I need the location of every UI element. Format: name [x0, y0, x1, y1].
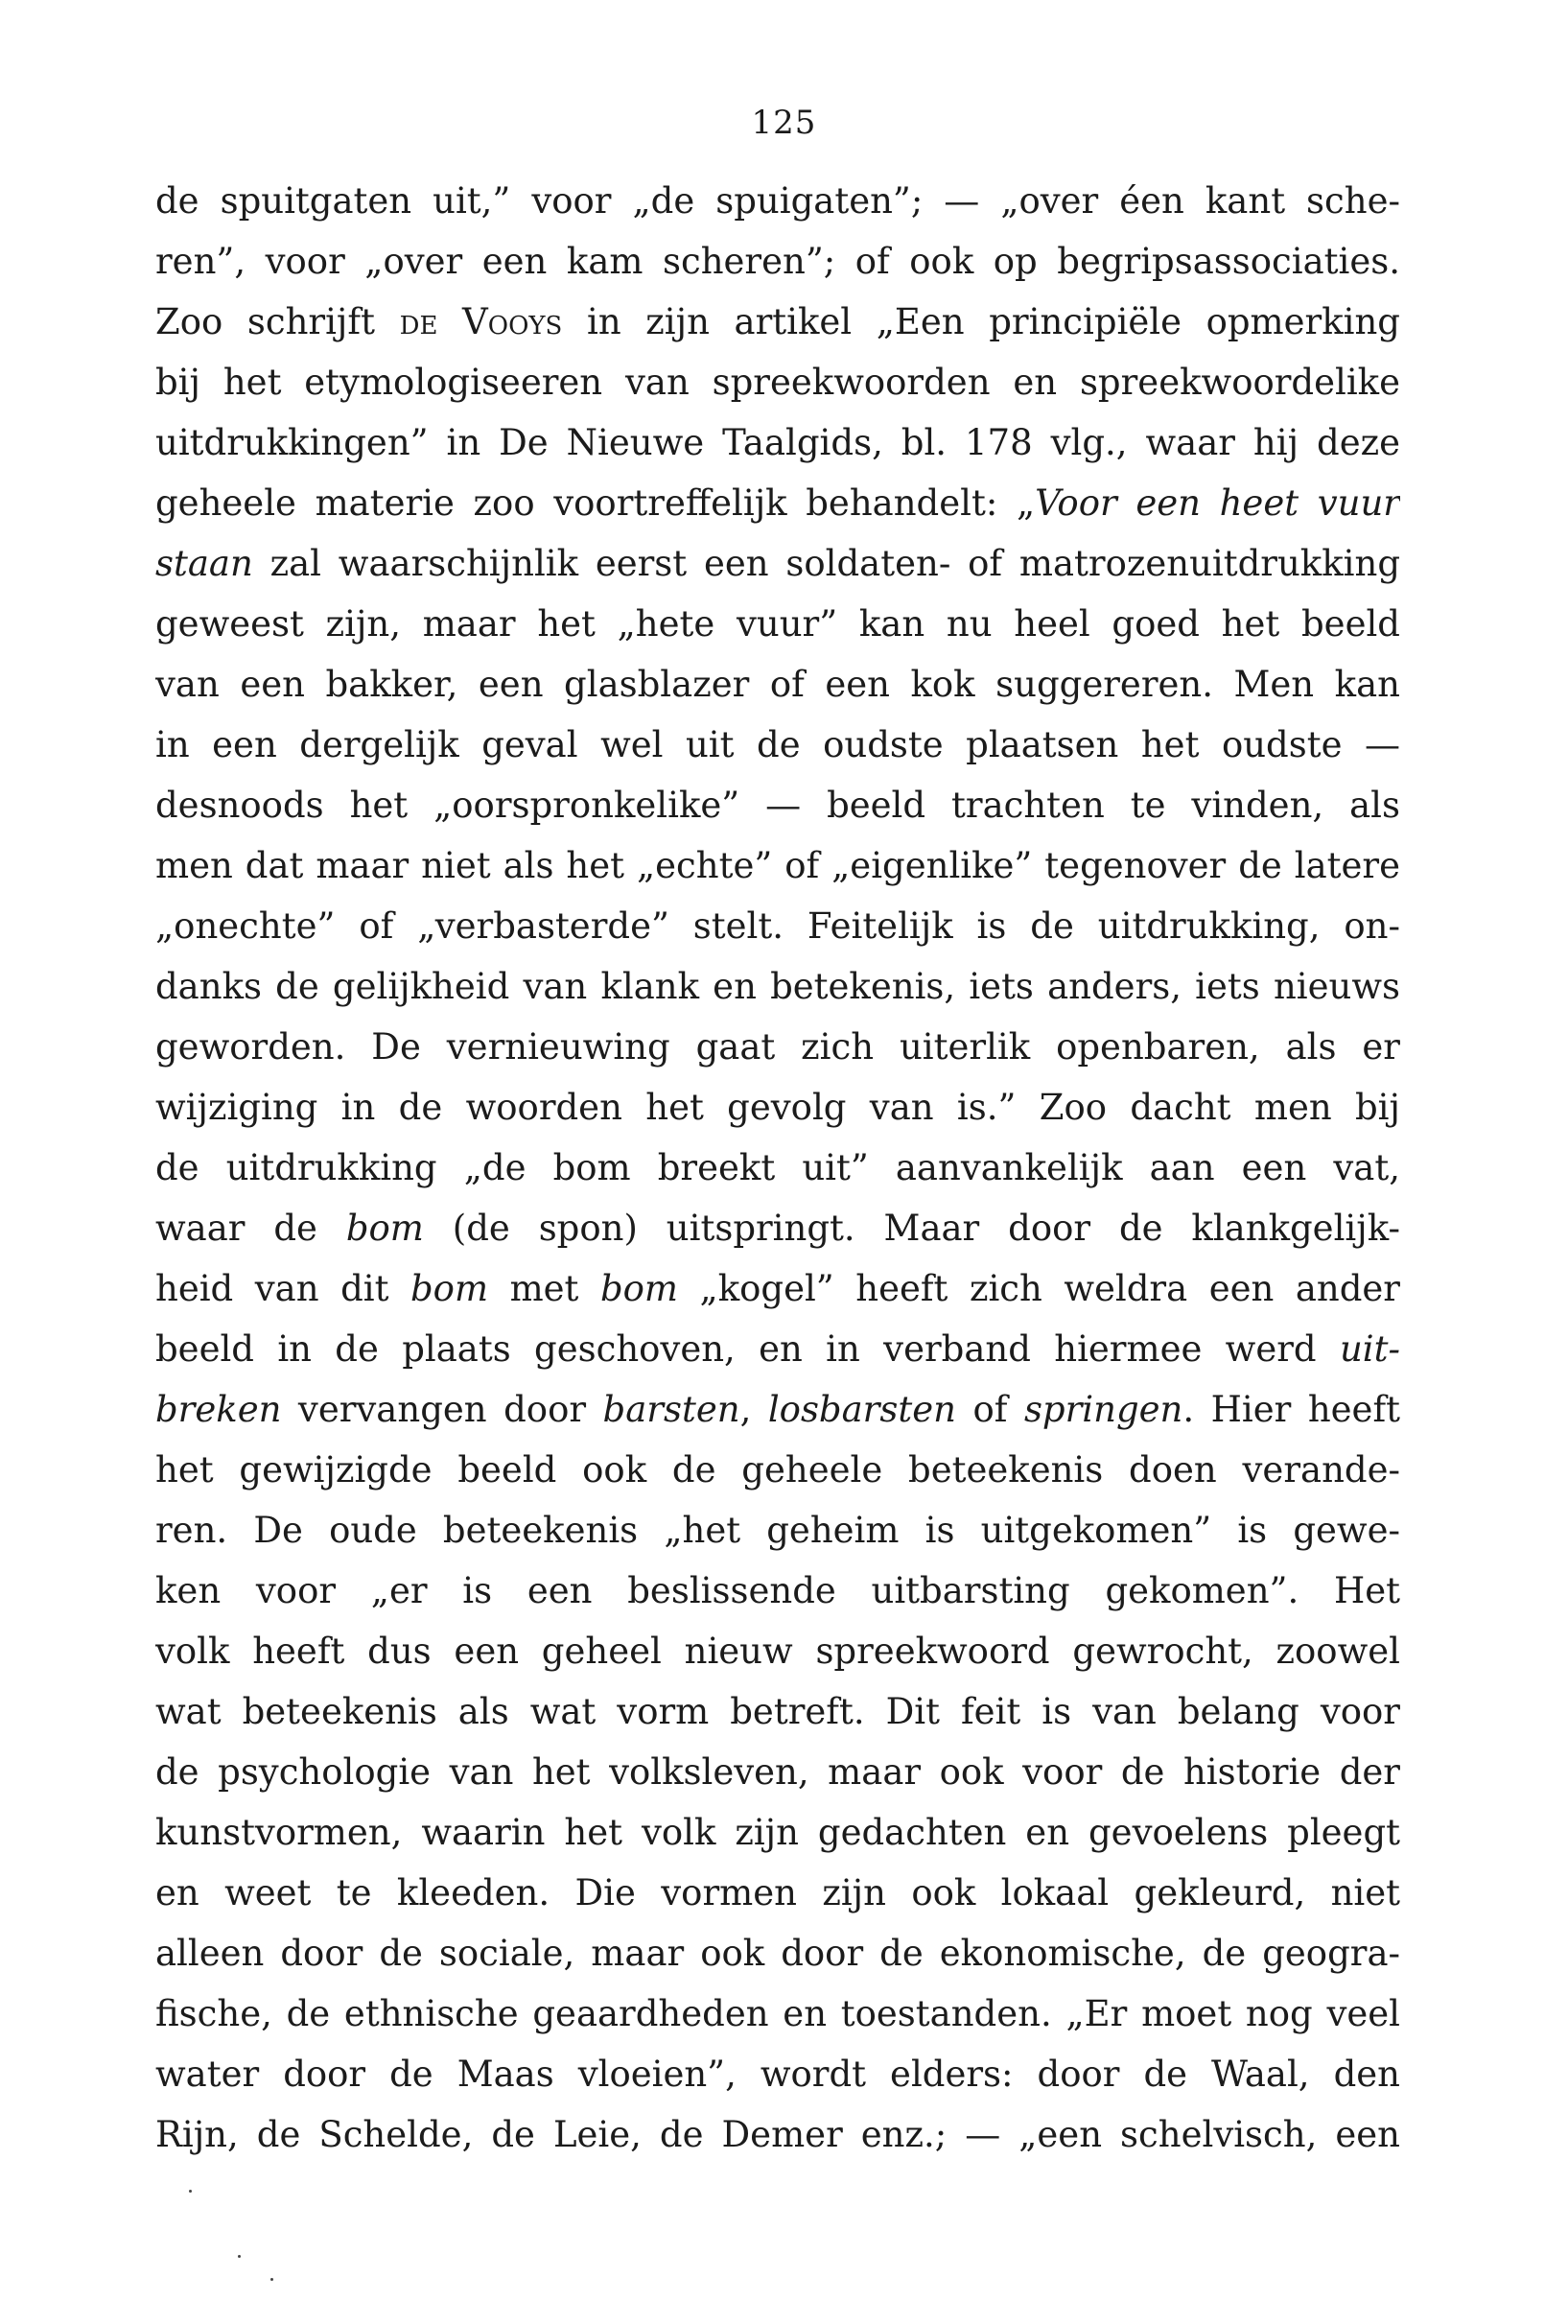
- text-segment: vervangen door: [281, 1389, 603, 1430]
- text-line: [155, 956, 1400, 1017]
- text-segment: ren. De oude beteekenis „het geheim is uitgekomen” is gewe-: [155, 1510, 1400, 1551]
- text-segment: volk heeft dus een geheel nieuw spreekwoord gewrocht, zoowel: [155, 1631, 1400, 1672]
- text-segment: Zoo schrijft: [155, 301, 400, 342]
- text-segment: . Hier heeft: [1182, 1389, 1400, 1430]
- text-line: [155, 1198, 1400, 1258]
- text-line: [155, 715, 1400, 775]
- text-segment: in een dergelijk geval wel uit de oudste plaatsen het oudste —: [155, 724, 1400, 765]
- italic-text: Voor een heet vuur: [1035, 482, 1400, 524]
- italic-text: bom: [410, 1268, 489, 1309]
- text-line: [155, 533, 1400, 594]
- text-line: [155, 2044, 1400, 2104]
- text-segment: of: [955, 1389, 1024, 1430]
- text-segment: geheele materie zoo voortreffelijk behandelt: „: [155, 482, 1036, 524]
- text-segment: danks de gelijkheid van klank en betekenis, iets anders, iets nieuws: [155, 966, 1400, 1007]
- italic-text: barsten: [602, 1389, 740, 1430]
- text-segment: ,: [739, 1389, 768, 1430]
- text-line: [155, 1500, 1400, 1561]
- small-caps-text: de Vooys: [399, 301, 563, 342]
- text-segment: ken voor „er is een beslissende uitbarsting gekomen”. Het: [155, 1570, 1400, 1611]
- text-segment: desnoods het „oorspronkelike” — beeld trachten te vinden, als: [155, 785, 1400, 826]
- text-segment: ren”, voor „over een kam scheren”; of ook op begripsassociaties.: [155, 241, 1400, 282]
- print-speck: [270, 2278, 273, 2281]
- text-segment: wat beteekenis als wat vorm betreft. Dit feit is van belang voor: [155, 1691, 1400, 1732]
- text-line: [155, 171, 1400, 231]
- text-line: [155, 1258, 1400, 1319]
- page-number: 125: [751, 104, 817, 142]
- italic-text: staan: [155, 543, 253, 584]
- text-line: [155, 1319, 1400, 1379]
- text-line: [155, 654, 1400, 715]
- text-line: [155, 473, 1400, 533]
- text-segment: waar de: [155, 1208, 346, 1249]
- text-line: [155, 1984, 1400, 2044]
- italic-text: breken: [155, 1389, 282, 1430]
- italic-text: bom: [599, 1268, 678, 1309]
- text-line: [155, 1561, 1400, 1621]
- text-segment: men dat maar niet als het „echte” of „eigenlike” tegenover de latere: [155, 845, 1400, 886]
- text-segment: de psychologie van het volksleven, maar ook voor de historie der: [155, 1751, 1400, 1793]
- text-line: [155, 1923, 1400, 1984]
- text-segment: water door de Maas vloeien”, wordt elders: door de Waal, den: [155, 2054, 1400, 2095]
- text-segment: Rijn, de Schelde, de Leie, de Demer enz.; — „een schelvisch, een: [155, 2114, 1400, 2155]
- text-segment: wijziging in de woorden het gevolg van is.” Zoo dacht men bij: [155, 1087, 1400, 1128]
- text-segment: kunstvormen, waarin het volk zijn gedachten en gevoelens pleegt: [155, 1812, 1400, 1853]
- text-segment: (de spon) uitspringt. Maar door de klankgelijk-: [423, 1208, 1400, 1249]
- text-segment: bij het etymologiseeren van spreekwoorden en spreekwoordelike: [155, 362, 1400, 403]
- text-line: [155, 1017, 1400, 1077]
- text-segment: zal waarschijnlik eerst een soldaten- of matrozenuitdrukking: [252, 543, 1400, 584]
- text-segment: alleen door de sociale, maar ook door de ekonomische, de geogra-: [155, 1933, 1400, 1974]
- text-segment: met: [488, 1268, 600, 1309]
- text-line: [155, 896, 1400, 956]
- text-segment: de uitdrukking „de bom breekt uit” aanvankelijk aan een vat,: [155, 1147, 1400, 1188]
- italic-text: losbarsten: [767, 1389, 956, 1430]
- text-segment: van een bakker, een glasblazer of een kok suggereren. Men kan: [155, 664, 1400, 705]
- text-segment: fische, de ethnische geaardheden en toestanden. „Er moet nog veel: [155, 1993, 1400, 2034]
- body-text: [155, 171, 1400, 2165]
- text-segment: uitdrukkingen” in De Nieuwe Taalgids, bl. 178 vlg., waar hij deze: [155, 422, 1400, 463]
- text-segment: geweest zijn, maar het „hete vuur” kan nu heel goed het beeld: [155, 603, 1400, 645]
- text-line: [155, 1681, 1400, 1742]
- text-segment: in zijn artikel „Een principiële opmerking: [562, 301, 1400, 342]
- text-line: [155, 1077, 1400, 1138]
- text-line: [155, 775, 1400, 835]
- text-segment: heid van dit: [155, 1268, 410, 1309]
- text-segment: de spuitgaten uit,” voor „de spuigaten”; — „over éen kant sche-: [155, 180, 1400, 222]
- text-line: [155, 1379, 1400, 1440]
- italic-text: springen: [1023, 1389, 1183, 1430]
- text-segment: en weet te kleeden. Die vormen zijn ook lokaal gekleurd, niet: [155, 1872, 1400, 1913]
- text-line: [155, 1440, 1400, 1500]
- text-line: [155, 231, 1400, 292]
- text-segment: „onechte” of „verbasterde” stelt. Feitelijk is de uitdrukking, on-: [155, 905, 1400, 947]
- italic-text: uit-: [1339, 1328, 1400, 1370]
- text-line: [155, 352, 1400, 412]
- text-line: [155, 1621, 1400, 1681]
- text-line: [155, 412, 1400, 473]
- italic-text: bom: [345, 1208, 424, 1249]
- text-line: [155, 2104, 1400, 2165]
- text-line: [155, 292, 1400, 352]
- text-segment: „kogel” heeft zich weldra een ander: [678, 1268, 1400, 1309]
- text-line: [155, 1863, 1400, 1923]
- text-line: [155, 1138, 1400, 1198]
- text-line: [155, 594, 1400, 654]
- text-line: [155, 1742, 1400, 1802]
- print-speck: [189, 2190, 192, 2193]
- text-segment: geworden. De vernieuwing gaat zich uiterlik openbaren, als er: [155, 1026, 1400, 1068]
- text-segment: het gewijzigde beeld ook de geheele beteekenis doen verande-: [155, 1449, 1400, 1491]
- text-line: [155, 835, 1400, 896]
- text-segment: beeld in de plaats geschoven, en in verband hiermee werd: [155, 1328, 1340, 1370]
- text-line: [155, 1802, 1400, 1863]
- print-speck: [238, 2255, 241, 2258]
